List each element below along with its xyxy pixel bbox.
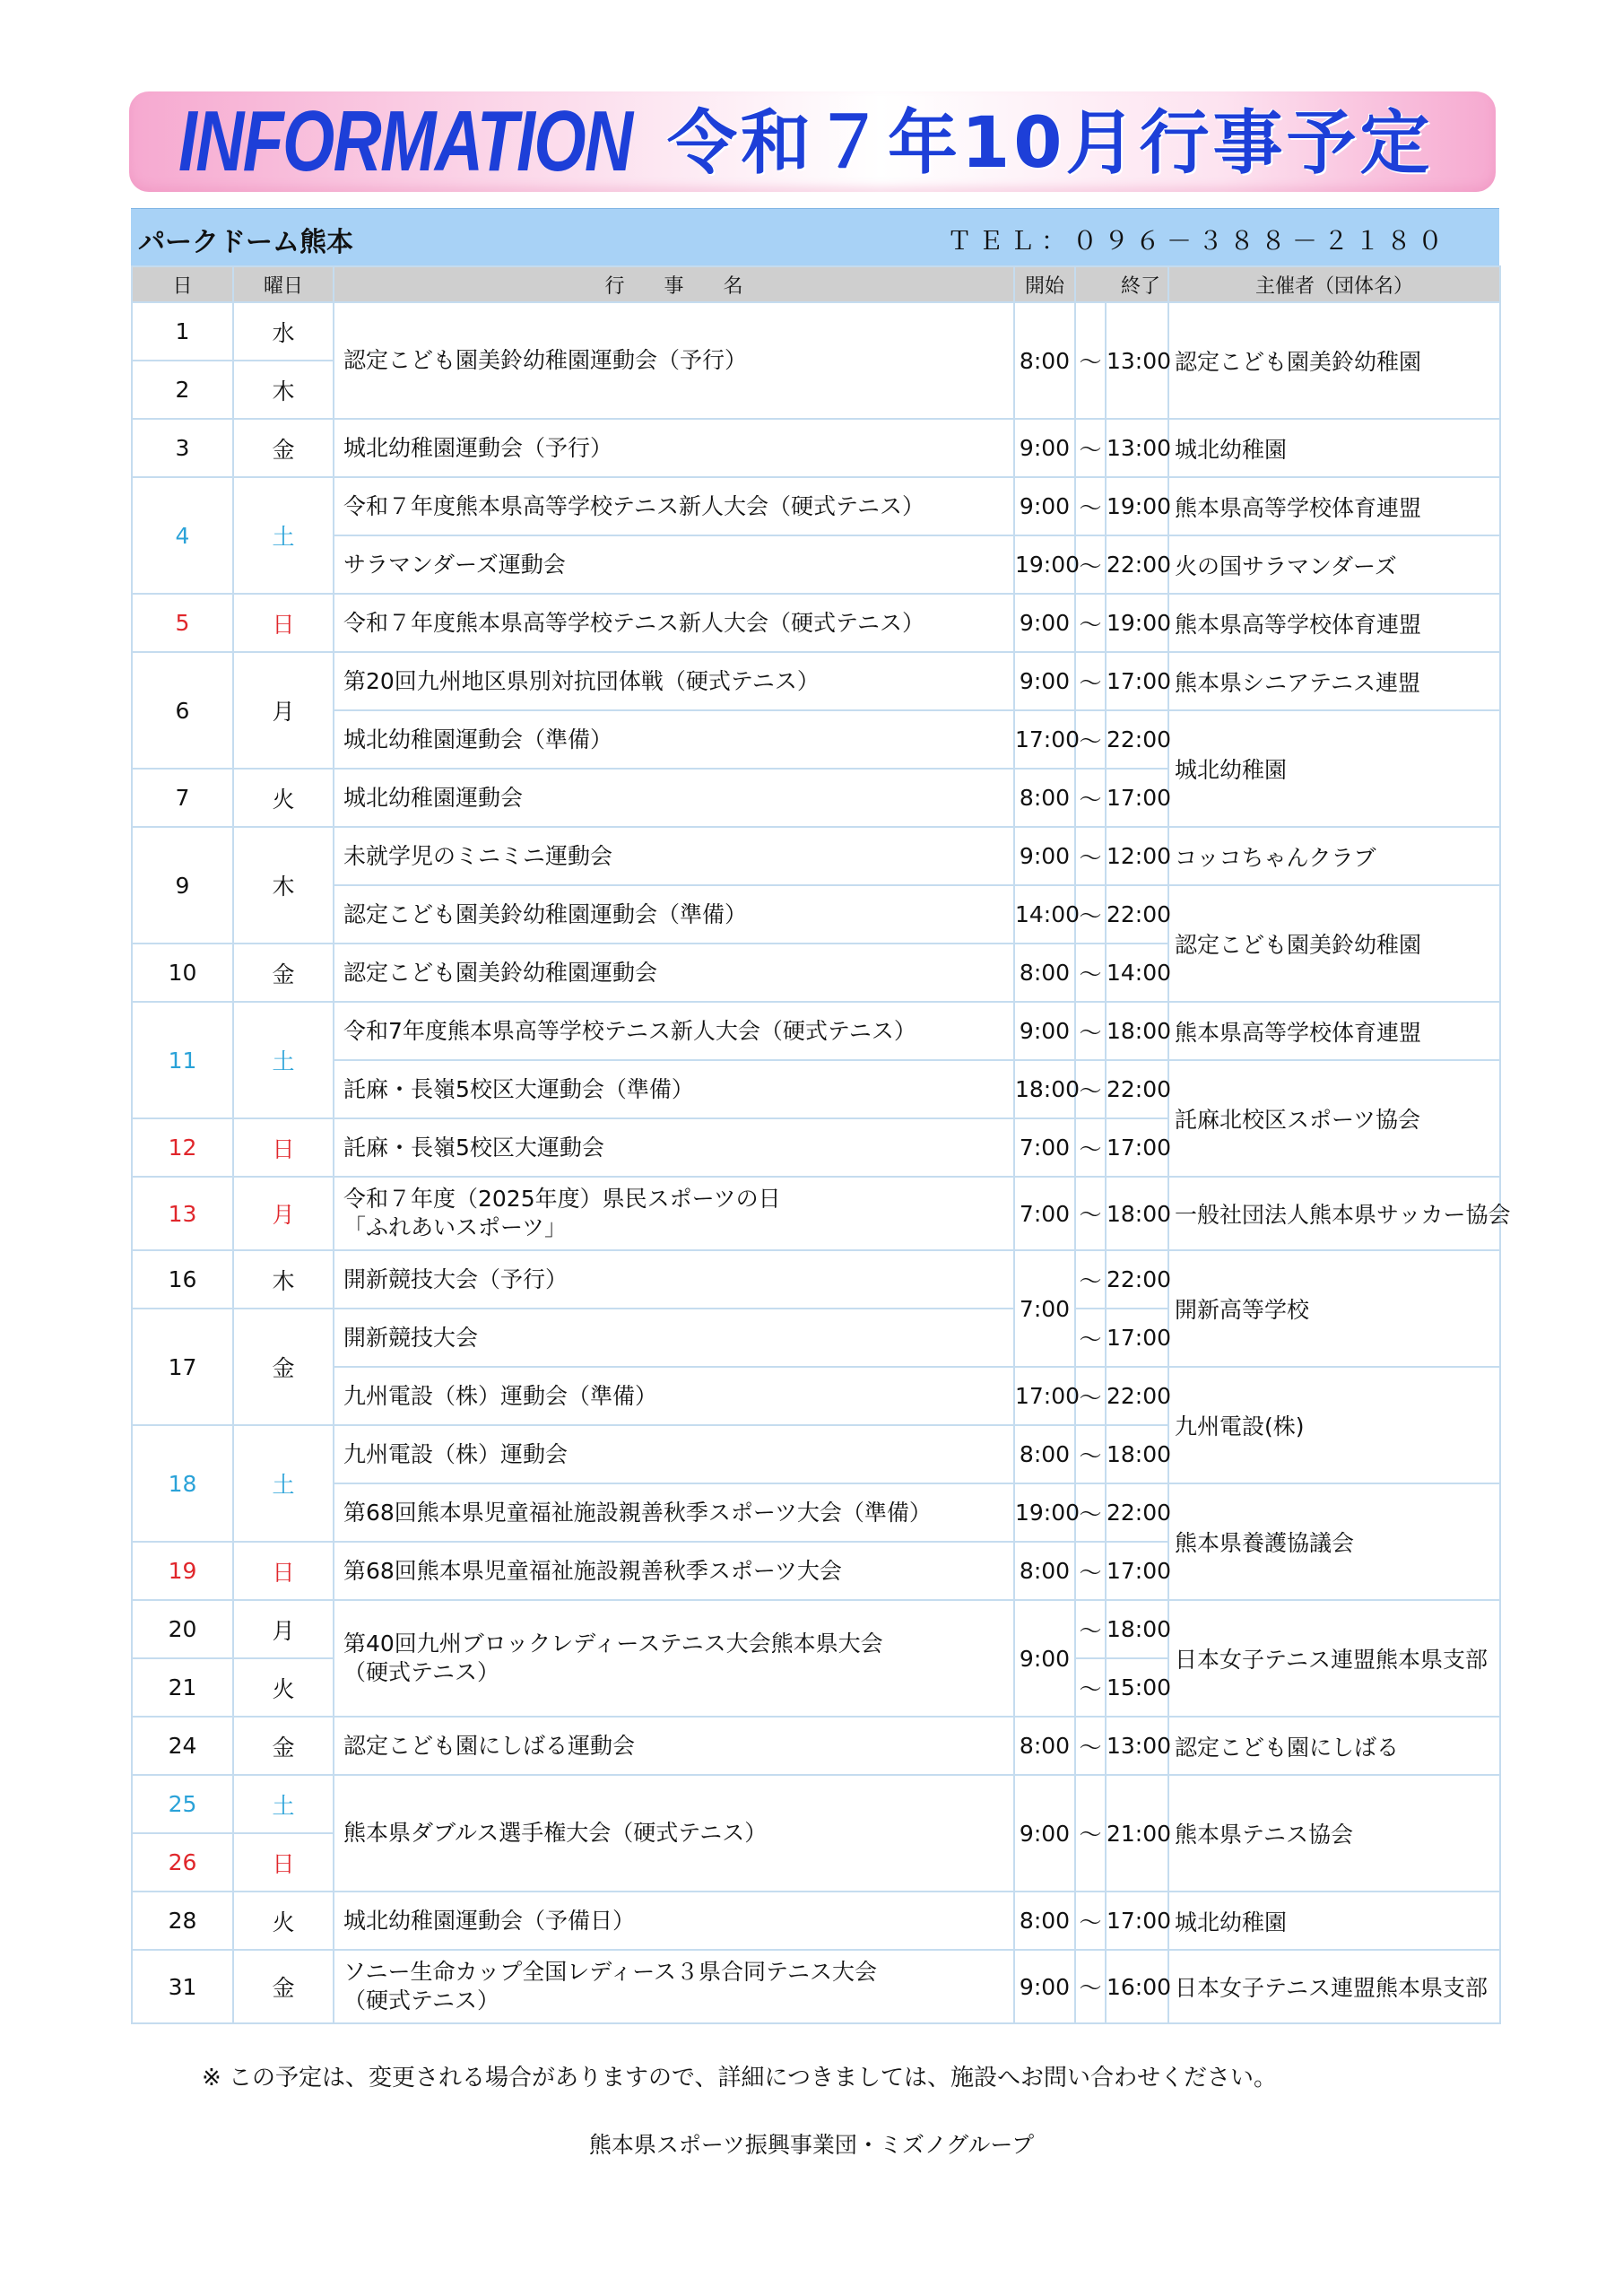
weekday-cell: 木: [233, 1250, 334, 1309]
start-time: 9:00: [1014, 594, 1075, 652]
table-row: [132, 535, 1500, 594]
organizer-cell: 熊本県シニアテニス連盟: [1168, 652, 1500, 710]
start-time: 17:00: [1014, 710, 1075, 769]
day-cell: 6: [132, 652, 233, 769]
weekday-cell: 土: [233, 477, 334, 594]
tilde-separator: ～: [1075, 477, 1106, 535]
table-row: [132, 1892, 1500, 1950]
organizer-cell: 城北幼稚園: [1168, 1892, 1500, 1950]
end-time: 17:00: [1106, 1118, 1168, 1177]
tilde-separator: ～: [1075, 769, 1106, 827]
start-time: 8:00: [1014, 769, 1075, 827]
weekday-cell: 金: [233, 1309, 334, 1425]
start-time: 8:00: [1014, 1717, 1075, 1775]
table-row: [132, 1060, 1500, 1118]
end-time: 13:00: [1106, 419, 1168, 477]
venue-name: パークドーム熊本: [138, 227, 353, 258]
day-cell: 17: [132, 1309, 233, 1425]
table-row: [132, 652, 1500, 710]
start-time: 14:00: [1014, 885, 1075, 944]
end-time: 22:00: [1106, 1483, 1168, 1542]
organizer-cell: 熊本県高等学校体育連盟: [1168, 594, 1500, 652]
day-cell: 10: [132, 944, 233, 1002]
end-time: 17:00: [1106, 1542, 1168, 1600]
event-cell: 九州電設（株）運動会（準備）: [334, 1367, 1014, 1425]
event-line-1: 第40回九州ブロックレディーステニス大会熊本県大会: [343, 1631, 883, 1657]
end-time: 18:00: [1106, 1177, 1168, 1250]
venue-phone: ＴＥＬ：０９６－３８８－２１８０: [946, 226, 1449, 256]
end-time: 17:00: [1106, 652, 1168, 710]
day-cell: 9: [132, 827, 233, 944]
weekday-cell: 月: [233, 652, 334, 769]
start-time: 9:00: [1014, 1002, 1075, 1060]
organizer-cell: 一般社団法人熊本県サッカー協会: [1168, 1177, 1500, 1250]
organizer-cell: 日本女子テニス連盟熊本県支部: [1168, 1950, 1500, 2023]
event-cell: 城北幼稚園運動会（予行）: [334, 419, 1014, 477]
start-time: 7:00: [1014, 1250, 1075, 1367]
table-row: [132, 710, 1500, 769]
end-time: 17:00: [1106, 769, 1168, 827]
tilde-separator: ～: [1075, 944, 1106, 1002]
event-cell: 城北幼稚園運動会（予備日）: [334, 1892, 1014, 1950]
col-header-end: 終了: [1075, 266, 1168, 302]
end-time: 15:00: [1106, 1658, 1168, 1717]
table-row: [132, 1367, 1500, 1425]
tilde-separator: ～: [1075, 652, 1106, 710]
start-time: 8:00: [1014, 302, 1075, 419]
information-heading: INFORMATION: [178, 93, 632, 189]
organizer-cell: 熊本県テニス協会: [1168, 1775, 1500, 1892]
weekday-cell: 日: [233, 1542, 334, 1600]
tilde-separator: ～: [1075, 1060, 1106, 1118]
end-time: 17:00: [1106, 1309, 1168, 1367]
event-line-1: 令和７年度（2025年度）県民スポーツの日: [343, 1186, 781, 1212]
start-time: 17:00: [1014, 1367, 1075, 1425]
tilde-separator: ～: [1075, 1483, 1106, 1542]
day-cell: 16: [132, 1250, 233, 1309]
day-cell: 1: [132, 302, 233, 361]
day-cell: 31: [132, 1950, 233, 2023]
end-time: 13:00: [1106, 1717, 1168, 1775]
tilde-separator: ～: [1075, 1177, 1106, 1250]
organizer-cell: 認定こども園美鈴幼稚園: [1168, 885, 1500, 1002]
event-line-1: ソニー生命カップ全国レディース３県合同テニス大会: [343, 1959, 878, 1985]
table-row: [132, 827, 1500, 885]
table-row: [132, 477, 1500, 535]
event-line-2: 「ふれあいスポーツ」: [343, 1214, 568, 1240]
event-cell: 城北幼稚園運動会: [334, 769, 1014, 827]
event-cell: 認定こども園美鈴幼稚園運動会（予行）: [334, 302, 1014, 419]
start-time: 7:00: [1014, 1118, 1075, 1177]
tilde-separator: ～: [1075, 1425, 1106, 1483]
table-row: [132, 885, 1500, 944]
tilde-separator: ～: [1075, 1250, 1106, 1309]
weekday-cell: 土: [233, 1425, 334, 1542]
day-cell: 18: [132, 1425, 233, 1542]
organizer-cell: 火の国サラマンダーズ: [1168, 535, 1500, 594]
event-cell: サラマンダーズ運動会: [334, 535, 1014, 594]
table-row: [132, 594, 1500, 652]
weekday-cell: 日: [233, 1833, 334, 1892]
organizer-cell: 日本女子テニス連盟熊本県支部: [1168, 1600, 1500, 1717]
event-cell: 開新競技大会: [334, 1309, 1014, 1367]
table-row: [132, 1177, 1500, 1250]
event-cell: 九州電設（株）運動会: [334, 1425, 1014, 1483]
table-row: [132, 1002, 1500, 1060]
start-time: 9:00: [1014, 1950, 1075, 2023]
weekday-cell: 水: [233, 302, 334, 361]
tilde-separator: ～: [1075, 1892, 1106, 1950]
end-time: 22:00: [1106, 710, 1168, 769]
disclaimer-note: ※ この予定は、変更される場合がありますので、詳細につきましては、施設へお問い合わせください。: [202, 2065, 1278, 2092]
tilde-separator: ～: [1075, 710, 1106, 769]
tilde-separator: ～: [1075, 1658, 1106, 1717]
day-cell: 12: [132, 1118, 233, 1177]
organizer-cell: コッコちゃんクラブ: [1168, 827, 1500, 885]
event-cell: 託麻・長嶺5校区大運動会（準備）: [334, 1060, 1014, 1118]
end-time: 19:00: [1106, 477, 1168, 535]
end-time: 19:00: [1106, 594, 1168, 652]
start-time: 8:00: [1014, 1425, 1075, 1483]
end-time: 12:00: [1106, 827, 1168, 885]
start-time: 9:00: [1014, 477, 1075, 535]
end-time: 18:00: [1106, 1002, 1168, 1060]
table-row: [132, 1717, 1500, 1775]
start-time: 9:00: [1014, 827, 1075, 885]
tilde-separator: ～: [1075, 885, 1106, 944]
tilde-separator: ～: [1075, 419, 1106, 477]
tilde-separator: ～: [1075, 827, 1106, 885]
event-cell: [334, 1950, 1014, 2023]
end-time: 18:00: [1106, 1600, 1168, 1658]
weekday-cell: 月: [233, 1600, 334, 1658]
weekday-cell: 金: [233, 419, 334, 477]
weekday-cell: 木: [233, 827, 334, 944]
end-time: 22:00: [1106, 535, 1168, 594]
start-time: 9:00: [1014, 419, 1075, 477]
table-row: [132, 1600, 1500, 1658]
table-header-row: [132, 266, 1500, 302]
end-time: 22:00: [1106, 1367, 1168, 1425]
day-cell: 2: [132, 361, 233, 419]
tilde-separator: ～: [1075, 535, 1106, 594]
event-cell: 令和7年度熊本県高等学校テニス新人大会（硬式テニス）: [334, 1002, 1014, 1060]
end-time: 13:00: [1106, 302, 1168, 419]
weekday-cell: 火: [233, 769, 334, 827]
table-row: [132, 1250, 1500, 1309]
start-time: 8:00: [1014, 1892, 1075, 1950]
day-cell: 13: [132, 1177, 233, 1250]
day-cell: 7: [132, 769, 233, 827]
event-cell: 開新競技大会（予行）: [334, 1250, 1014, 1309]
weekday-cell: 金: [233, 944, 334, 1002]
organizer-cell: 熊本県養護協議会: [1168, 1483, 1500, 1600]
day-cell: 24: [132, 1717, 233, 1775]
weekday-cell: 火: [233, 1658, 334, 1717]
event-cell: 認定こども園美鈴幼稚園運動会: [334, 944, 1014, 1002]
event-cell: 認定こども園美鈴幼稚園運動会（準備）: [334, 885, 1014, 944]
start-time: 18:00: [1014, 1060, 1075, 1118]
title-banner: [129, 91, 1496, 192]
col-header-day: 日: [132, 266, 233, 302]
day-cell: 4: [132, 477, 233, 594]
weekday-cell: 月: [233, 1177, 334, 1250]
day-cell: 19: [132, 1542, 233, 1600]
start-time: 9:00: [1014, 652, 1075, 710]
day-cell: 25: [132, 1775, 233, 1833]
weekday-cell: 火: [233, 1892, 334, 1950]
day-cell: 11: [132, 1002, 233, 1118]
tilde-separator: ～: [1075, 1542, 1106, 1600]
start-time: 19:00: [1014, 535, 1075, 594]
event-line-2: （硬式テニス）: [343, 1987, 500, 2013]
col-header-event: 行 事 名: [334, 266, 1014, 302]
weekday-cell: 日: [233, 594, 334, 652]
event-cell: 未就学児のミニミニ運動会: [334, 827, 1014, 885]
event-cell: 託麻・長嶺5校区大運動会: [334, 1118, 1014, 1177]
event-cell: 令和７年度熊本県高等学校テニス新人大会（硬式テニス）: [334, 477, 1014, 535]
venue-bar: [131, 208, 1499, 266]
end-time: 22:00: [1106, 1250, 1168, 1309]
col-header-organizer: 主催者（団体名）: [1168, 266, 1500, 302]
event-cell: 城北幼稚園運動会（準備）: [334, 710, 1014, 769]
organizer-cell: 認定こども園美鈴幼稚園: [1168, 302, 1500, 419]
event-line-2: （硬式テニス）: [343, 1659, 500, 1685]
table-row: [132, 419, 1500, 477]
schedule-table: [131, 265, 1511, 2024]
table-row: [132, 1775, 1500, 1833]
end-time: 22:00: [1106, 1060, 1168, 1118]
tilde-separator: ～: [1075, 1002, 1106, 1060]
organizer-cell: 託麻北校区スポーツ協会: [1168, 1060, 1500, 1177]
weekday-cell: 土: [233, 1002, 334, 1118]
start-time: 19:00: [1014, 1483, 1075, 1542]
event-cell: 令和７年度熊本県高等学校テニス新人大会（硬式テニス）: [334, 594, 1014, 652]
tilde-separator: ～: [1075, 1950, 1106, 2023]
tilde-separator: ～: [1075, 1367, 1106, 1425]
event-cell: 第68回熊本県児童福祉施設親善秋季スポーツ大会（準備）: [334, 1483, 1014, 1542]
event-cell: 第68回熊本県児童福祉施設親善秋季スポーツ大会: [334, 1542, 1014, 1600]
start-time: 9:00: [1014, 1775, 1075, 1892]
tilde-separator: ～: [1075, 1118, 1106, 1177]
table-row: [132, 1483, 1500, 1542]
end-time: 14:00: [1106, 944, 1168, 1002]
organizer-cell: 熊本県高等学校体育連盟: [1168, 1002, 1500, 1060]
end-time: 16:00: [1106, 1950, 1168, 2023]
organizer-cell: 認定こども園にしばる: [1168, 1717, 1500, 1775]
organizer-cell: 九州電設(株): [1168, 1367, 1500, 1483]
organizer-cell: 城北幼稚園: [1168, 419, 1500, 477]
weekday-cell: 金: [233, 1717, 334, 1775]
col-header-start: 開始: [1014, 266, 1075, 302]
organizer-cell: 城北幼稚園: [1168, 710, 1500, 827]
tilde-separator: ～: [1075, 594, 1106, 652]
day-cell: 28: [132, 1892, 233, 1950]
day-cell: 5: [132, 594, 233, 652]
start-time: 8:00: [1014, 944, 1075, 1002]
weekday-cell: 金: [233, 1950, 334, 2023]
tilde-separator: ～: [1075, 302, 1106, 419]
event-cell: 熊本県ダブルス選手権大会（硬式テニス）: [334, 1775, 1014, 1892]
day-cell: 21: [132, 1658, 233, 1717]
end-time: 18:00: [1106, 1425, 1168, 1483]
organizer-cell: 開新高等学校: [1168, 1250, 1500, 1367]
start-time: 7:00: [1014, 1177, 1075, 1250]
tilde-separator: ～: [1075, 1309, 1106, 1367]
tilde-separator: ～: [1075, 1775, 1106, 1892]
event-cell: 認定こども園にしばる運動会: [334, 1717, 1014, 1775]
col-header-weekday: 曜日: [233, 266, 334, 302]
table-row: [132, 302, 1500, 361]
weekday-cell: 木: [233, 361, 334, 419]
end-time: 22:00: [1106, 885, 1168, 944]
end-time: 21:00: [1106, 1775, 1168, 1892]
event-cell: 第20回九州地区県別対抗団体戦（硬式テニス）: [334, 652, 1014, 710]
weekday-cell: 日: [233, 1118, 334, 1177]
table-row: [132, 1950, 1500, 2023]
start-time: 9:00: [1014, 1600, 1075, 1717]
day-cell: 3: [132, 419, 233, 477]
start-time: 8:00: [1014, 1542, 1075, 1600]
tilde-separator: ～: [1075, 1717, 1106, 1775]
event-cell: [334, 1600, 1014, 1717]
page-title: 令和７年10月行事予定: [667, 103, 1434, 184]
organizer-cell: 熊本県高等学校体育連盟: [1168, 477, 1500, 535]
day-cell: 20: [132, 1600, 233, 1658]
footer-organization: 熊本県スポーツ振興事業団・ミズノグループ: [588, 2132, 1035, 2158]
weekday-cell: 土: [233, 1775, 334, 1833]
tilde-separator: ～: [1075, 1600, 1106, 1658]
day-cell: 26: [132, 1833, 233, 1892]
event-cell: [334, 1177, 1014, 1250]
end-time: 17:00: [1106, 1892, 1168, 1950]
